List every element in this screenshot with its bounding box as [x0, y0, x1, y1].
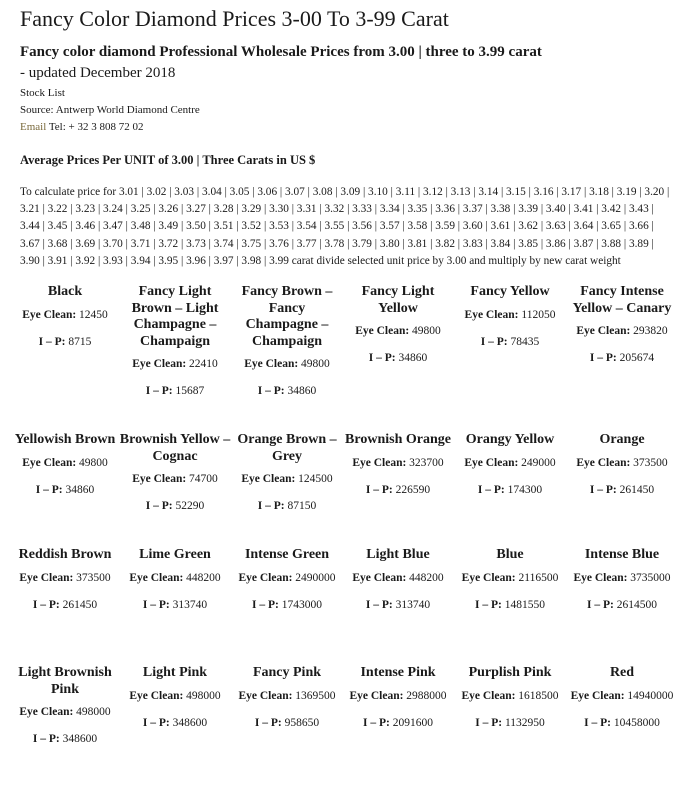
ip-label: I – P:: [365, 598, 393, 611]
page-subtitle: Fancy color diamond Professional Wholesale Prices from 3.00 | three to 3.99 carat: [20, 44, 542, 60]
eye-clean-value: 1618500: [518, 689, 559, 702]
eye-clean-label: Eye Clean:: [352, 571, 407, 584]
eye-clean-price: [454, 570, 566, 586]
ip-value: 34860: [398, 352, 428, 364]
price-cell: [342, 547, 454, 613]
ip-value: 1743000: [281, 598, 322, 611]
price-cell: [9, 665, 121, 747]
price-cell: [231, 665, 343, 731]
ip-price: [231, 383, 343, 399]
ip-label: I – P:: [587, 598, 614, 611]
ip-value: 205674: [619, 352, 655, 364]
ip-label: I – P:: [142, 716, 170, 729]
eye-clean-price: [119, 471, 231, 487]
eye-clean-label: Eye Clean:: [570, 689, 625, 702]
price-cell: [9, 432, 121, 498]
eye-clean-label: Eye Clean:: [573, 571, 628, 584]
page-title: Fancy Color Diamond Prices 3-00 To 3-99 Carat: [20, 6, 449, 31]
price-cell: [9, 547, 121, 613]
ip-label: I – P:: [254, 716, 282, 729]
color-name: Brownish Yellow – Cognac: [119, 432, 231, 464]
price-cell: [119, 547, 231, 613]
color-name: Light Pink: [142, 665, 208, 680]
ip-price: [342, 350, 454, 366]
eye-clean-value: 124500: [298, 473, 333, 485]
ip-value: 8715: [68, 335, 92, 348]
ip-value: 174300: [507, 483, 543, 496]
stock-list-text: Stock List: [20, 87, 65, 99]
ip-price: [119, 383, 231, 399]
price-cell: [342, 284, 454, 366]
eye-clean-label: Eye Clean:: [129, 571, 184, 584]
color-name: Intense Blue: [584, 547, 660, 562]
color-name: Light Brownish Pink: [18, 665, 112, 697]
ip-value: 34860: [287, 385, 317, 397]
eye-clean-label: Eye Clean:: [238, 571, 293, 584]
ip-label: I – P:: [38, 335, 66, 348]
eye-clean-label: Eye Clean:: [355, 325, 410, 337]
eye-clean-price: [566, 455, 678, 471]
price-cell: [566, 284, 678, 366]
eye-clean-price: [119, 688, 231, 704]
ip-price: [342, 597, 454, 613]
eye-clean-price: [119, 356, 231, 372]
price-cell: [231, 284, 343, 399]
ip-price: [454, 715, 566, 731]
eye-clean-label: Eye Clean:: [349, 689, 404, 702]
ip-price: [454, 482, 566, 498]
calculation-instructions: To calculate price for 3.01 | 3.02 | 3.03 | 3.04 | 3.05 | 3.06 | 3.07 | 3.08 | 3.09 | 3.10 | 3.11 | 3.12 | 3.13 | 3.14 | 3.15 | 3.16 | 3.17 | 3.18 | 3.19 | 3.20 | 3.21 | 3.22 | 3.23 | 3.24 | 3.25 | 3.26 | 3.27 | 3.28 | 3.29 | 3.30 | 3.31 | 3.32 | 3.33 | 3.34 | 3.35 | 3.36 | 3.37 | 3.38 | 3.39 | 3.40 | 3.41 | 3.42 | 3.43 | 3.44 | 3.45 | 3.46 | 3.47 | 3.48 | 3.49 | 3.50 | 3.51 | 3.52 | 3.53 | 3.54 | 3.55 | 3.56 | 3.57 | 3.58 | 3.59 | 3.60 | 3.61 | 3.62 | 3.63 | 3.64 | 3.65 | 3.66 | 3.67 | 3.68 | 3.69 | 3.70 | 3.71 | 3.72 | 3.73 | 3.74 | 3.75 | 3.76 | 3.77 | 3.78 | 3.79 | 3.80 | 3.81 | 3.82 | 3.83 | 3.84 | 3.85 | 3.86 | 3.87 | 3.88 | 3.89 | 3.90 | 3.91 | 3.92 | 3.93 | 3.94 | 3.95 | 3.96 | 3.97 | 3.98 | 3.99 carat divide selected unit price by 3.00 and multiply by new carat weight: [20, 186, 670, 267]
eye-clean-label: Eye Clean:: [22, 308, 77, 321]
ip-label: I – P:: [252, 598, 279, 611]
price-cell: [9, 284, 121, 350]
eye-clean-value: 14940000: [627, 689, 674, 702]
color-name: Fancy Pink: [252, 665, 322, 680]
ip-price: [9, 334, 121, 350]
eye-clean-price: [9, 704, 121, 720]
eye-clean-label: Eye Clean:: [576, 325, 631, 337]
contact-line: [20, 121, 144, 133]
eye-clean-value: 448200: [409, 571, 444, 584]
ip-label: I – P:: [589, 352, 617, 364]
price-cell: [566, 432, 678, 498]
color-name: Blue: [496, 547, 524, 562]
ip-price: [119, 597, 231, 613]
color-name: Reddish Brown: [18, 547, 112, 562]
color-name: Fancy Brown – Fancy Champagne – Champaign: [241, 284, 333, 349]
eye-clean-label: Eye Clean:: [576, 456, 631, 469]
color-name: Red: [609, 665, 635, 680]
eye-clean-value: 22410: [189, 358, 218, 370]
eye-clean-value: 1369500: [295, 689, 336, 702]
eye-clean-label: Eye Clean:: [19, 706, 74, 718]
color-name: Orange: [599, 432, 645, 447]
eye-clean-value: 2490000: [295, 571, 336, 584]
ip-price: [9, 597, 121, 613]
price-cell: [454, 665, 566, 731]
price-cell: [454, 284, 566, 350]
ip-label: I – P:: [257, 385, 285, 397]
ip-label: I – P:: [145, 500, 173, 512]
color-name: Lime Green: [139, 547, 211, 562]
ip-value: 226590: [395, 483, 431, 496]
ip-value: 10458000: [613, 716, 660, 729]
eye-clean-value: 2116500: [518, 571, 559, 584]
eye-clean-value: 249000: [521, 456, 556, 469]
updated-date: - updated December 2018: [20, 65, 176, 81]
color-name: Yellowish Brown: [14, 432, 116, 447]
ip-label: I – P:: [475, 716, 503, 729]
eye-clean-price: [9, 307, 121, 323]
ip-price: [566, 597, 678, 613]
color-name: Fancy Intense Yellow – Canary: [572, 284, 672, 316]
price-cell: [119, 284, 231, 399]
ip-price: [454, 597, 566, 613]
eye-clean-label: Eye Clean:: [129, 689, 184, 702]
eye-clean-value: 498000: [76, 706, 111, 718]
price-cell: [342, 665, 454, 731]
price-grid: [9, 272, 679, 800]
eye-clean-label: Eye Clean:: [238, 689, 293, 702]
eye-clean-price: [342, 570, 454, 586]
eye-clean-label: Eye Clean:: [19, 571, 74, 584]
eye-clean-price: [231, 570, 343, 586]
color-name: Intense Pink: [360, 665, 436, 680]
eye-clean-label: Eye Clean:: [241, 473, 296, 485]
eye-clean-price: [566, 688, 678, 704]
ip-value: 15687: [175, 385, 205, 397]
price-cell: [119, 432, 231, 514]
ip-value: 958650: [284, 716, 320, 729]
eye-clean-price: [342, 455, 454, 471]
color-name: Black: [47, 284, 83, 299]
price-cell: [231, 547, 343, 613]
eye-clean-value: 74700: [189, 473, 218, 485]
ip-value: 348600: [172, 716, 208, 729]
ip-value: 261450: [619, 483, 655, 496]
ip-value: 87150: [287, 500, 317, 512]
eye-clean-value: 323700: [409, 456, 444, 469]
ip-value: 313740: [172, 598, 208, 611]
ip-label: I – P:: [32, 733, 60, 745]
ip-price: [9, 731, 121, 747]
ip-value: 1481550: [504, 598, 545, 611]
eye-clean-label: Eye Clean:: [352, 456, 407, 469]
eye-clean-label: Eye Clean:: [461, 689, 516, 702]
eye-clean-price: [566, 570, 678, 586]
price-cell: [231, 432, 343, 514]
eye-clean-label: Eye Clean:: [132, 473, 187, 485]
eye-clean-price: [454, 455, 566, 471]
ip-label: I – P:: [365, 483, 393, 496]
color-name: Light Blue: [366, 547, 430, 562]
eye-clean-value: 112050: [521, 308, 556, 321]
ip-label: I – P:: [475, 598, 502, 611]
eye-clean-value: 12450: [79, 308, 108, 321]
eye-clean-value: 49800: [301, 358, 330, 370]
ip-label: I – P:: [32, 598, 60, 611]
ip-label: I – P:: [368, 352, 396, 364]
ip-label: I – P:: [35, 483, 63, 496]
eye-clean-label: Eye Clean:: [132, 358, 187, 370]
eye-clean-value: 448200: [186, 571, 221, 584]
ip-price: [231, 597, 343, 613]
ip-price: [119, 715, 231, 731]
ip-price: [566, 482, 678, 498]
eye-clean-value: 2988000: [406, 689, 447, 702]
eye-clean-price: [231, 688, 343, 704]
eye-clean-value: 3735000: [630, 571, 671, 584]
eye-clean-label: Eye Clean:: [22, 456, 77, 469]
eye-clean-label: Eye Clean:: [244, 358, 299, 370]
ip-label: I – P:: [142, 598, 170, 611]
ip-label: I – P:: [480, 335, 508, 348]
eye-clean-price: [231, 356, 343, 372]
eye-clean-price: [342, 323, 454, 339]
ip-price: [566, 715, 678, 731]
price-cell: [566, 547, 678, 613]
ip-price: [9, 482, 121, 498]
color-name: Intense Green: [244, 547, 330, 562]
ip-label: I – P:: [145, 385, 173, 397]
eye-clean-label: Eye Clean:: [461, 571, 516, 584]
eye-clean-label: Eye Clean:: [464, 308, 519, 321]
ip-value: 52290: [175, 500, 205, 512]
source-text: Source: Antwerp World Diamond Centre: [20, 104, 200, 116]
ip-price: [342, 482, 454, 498]
color-name: Purplish Pink: [468, 665, 552, 680]
ip-label: I – P:: [477, 483, 505, 496]
ip-price: [231, 715, 343, 731]
color-name: Fancy Yellow: [470, 284, 550, 299]
eye-clean-price: [454, 307, 566, 323]
ip-value: 1132950: [504, 716, 545, 729]
eye-clean-price: [231, 471, 343, 487]
eye-clean-price: [566, 323, 678, 339]
eye-clean-price: [119, 570, 231, 586]
ip-value: 2091600: [392, 716, 433, 729]
price-cell: [342, 432, 454, 498]
ip-value: 313740: [395, 598, 431, 611]
eye-clean-value: 373500: [633, 456, 668, 469]
ip-price: [231, 498, 343, 514]
eye-clean-value: 498000: [186, 689, 221, 702]
eye-clean-value: 373500: [76, 571, 111, 584]
price-cell: [454, 432, 566, 498]
ip-price: [454, 334, 566, 350]
eye-clean-price: [9, 570, 121, 586]
ip-label: I – P:: [363, 716, 390, 729]
ip-value: 261450: [62, 598, 98, 611]
color-name: Brownish Orange: [345, 432, 451, 447]
ip-label: I – P:: [257, 500, 285, 512]
ip-price: [119, 498, 231, 514]
tel-text: Tel: + 32 3 808 72 02: [48, 121, 144, 133]
eye-clean-price: [342, 688, 454, 704]
ip-label: I – P:: [589, 483, 617, 496]
price-cell: [119, 665, 231, 731]
eye-clean-value: 49800: [412, 325, 441, 337]
ip-price: [566, 350, 678, 366]
eye-clean-price: [9, 455, 121, 471]
color-name: Orange Brown – Grey: [237, 432, 337, 464]
color-name: Fancy Light Brown – Light Champagne – Champaign: [131, 284, 219, 349]
color-name: Fancy Light Yellow: [361, 284, 435, 316]
ip-value: 2614500: [616, 598, 657, 611]
color-name: Orangy Yellow: [465, 432, 555, 447]
ip-price: [342, 715, 454, 731]
eye-clean-value: 49800: [79, 456, 108, 469]
ip-value: 34860: [65, 483, 95, 496]
price-cell: [566, 665, 678, 731]
ip-value: 348600: [62, 733, 98, 745]
eye-clean-value: 293820: [633, 325, 668, 337]
price-cell: [454, 547, 566, 613]
eye-clean-label: Eye Clean:: [464, 456, 519, 469]
average-prices-heading: Average Prices Per UNIT of 3.00 | Three Carats in US $: [20, 153, 316, 167]
email-link[interactable]: Email: [20, 121, 47, 133]
ip-label: I – P:: [584, 716, 611, 729]
ip-value: 78435: [510, 335, 540, 348]
eye-clean-price: [454, 688, 566, 704]
